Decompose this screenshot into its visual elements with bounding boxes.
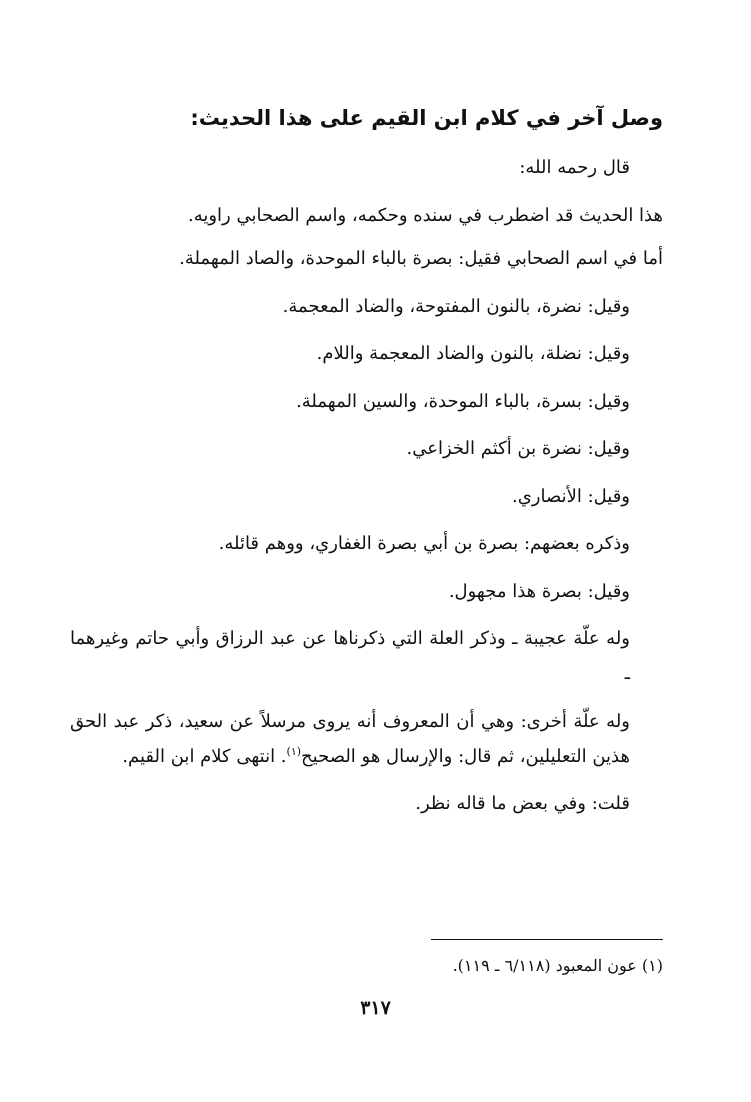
footnote-text: عون المعبود (٦/١١٨ ـ ١١٩). — [452, 956, 637, 975]
body-text — [70, 150, 663, 834]
paragraph: وقيل: بسرة، بالباء الموحدة، والسين المهملة. — [296, 390, 630, 412]
section-heading: وصل آخر في كلام ابن القيم على هذا الحديث: — [190, 106, 663, 130]
paragraph: وقيل: نضلة، بالنون والضاد المعجمة واللام. — [316, 343, 630, 364]
paragraph: وذكره بعضهم: بصرة بن أبي بصرة الغفاري، ووهم قائله. — [218, 533, 630, 554]
paragraph: وقيل: نضرة بن أكثم الخزاعي. — [406, 438, 630, 459]
paragraph — [70, 704, 663, 774]
footnote — [120, 953, 663, 979]
paragraph: هذا الحديث قد اضطرب في سنده وحكمه، واسم الصحابي راويه. — [187, 204, 663, 226]
paragraph: قال رحمه الله: — [519, 157, 630, 178]
paragraph: قلت: وفي بعض ما قاله نظر. — [415, 793, 630, 814]
footnote-divider — [431, 939, 663, 940]
paragraph: وقيل: الأنصاري. — [511, 485, 630, 507]
paragraph: وقيل: بصرة هذا مجهول. — [448, 580, 630, 602]
paragraph-text: وله علّة أخرى: وهي أن المعروف أنه يروى مرسلاً عن سعيد، ذكر عبد الحق هذين التعليلين، ثم قال: والإرسال هو الصحيح — [70, 710, 630, 767]
paragraph-text: . انتهى كلام ابن القيم. — [122, 745, 287, 767]
footnote-marker: (١) — [641, 956, 663, 975]
footnote-reference: (١) — [286, 744, 302, 758]
paragraph: أما في اسم الصحابي فقيل: بصرة بالباء الموحدة، والصاد المهملة. — [179, 248, 663, 269]
paragraph: وقيل: نضرة، بالنون المفتوحة، والضاد المعجمة. — [282, 295, 630, 317]
paragraph: وله علّة عجيبة ـ وذكر العلة التي ذكرناها عن عبد الرزاق وأبي حاتم وغيرهما ـ — [70, 628, 630, 684]
page-number: ٣١٧ — [360, 997, 391, 1019]
